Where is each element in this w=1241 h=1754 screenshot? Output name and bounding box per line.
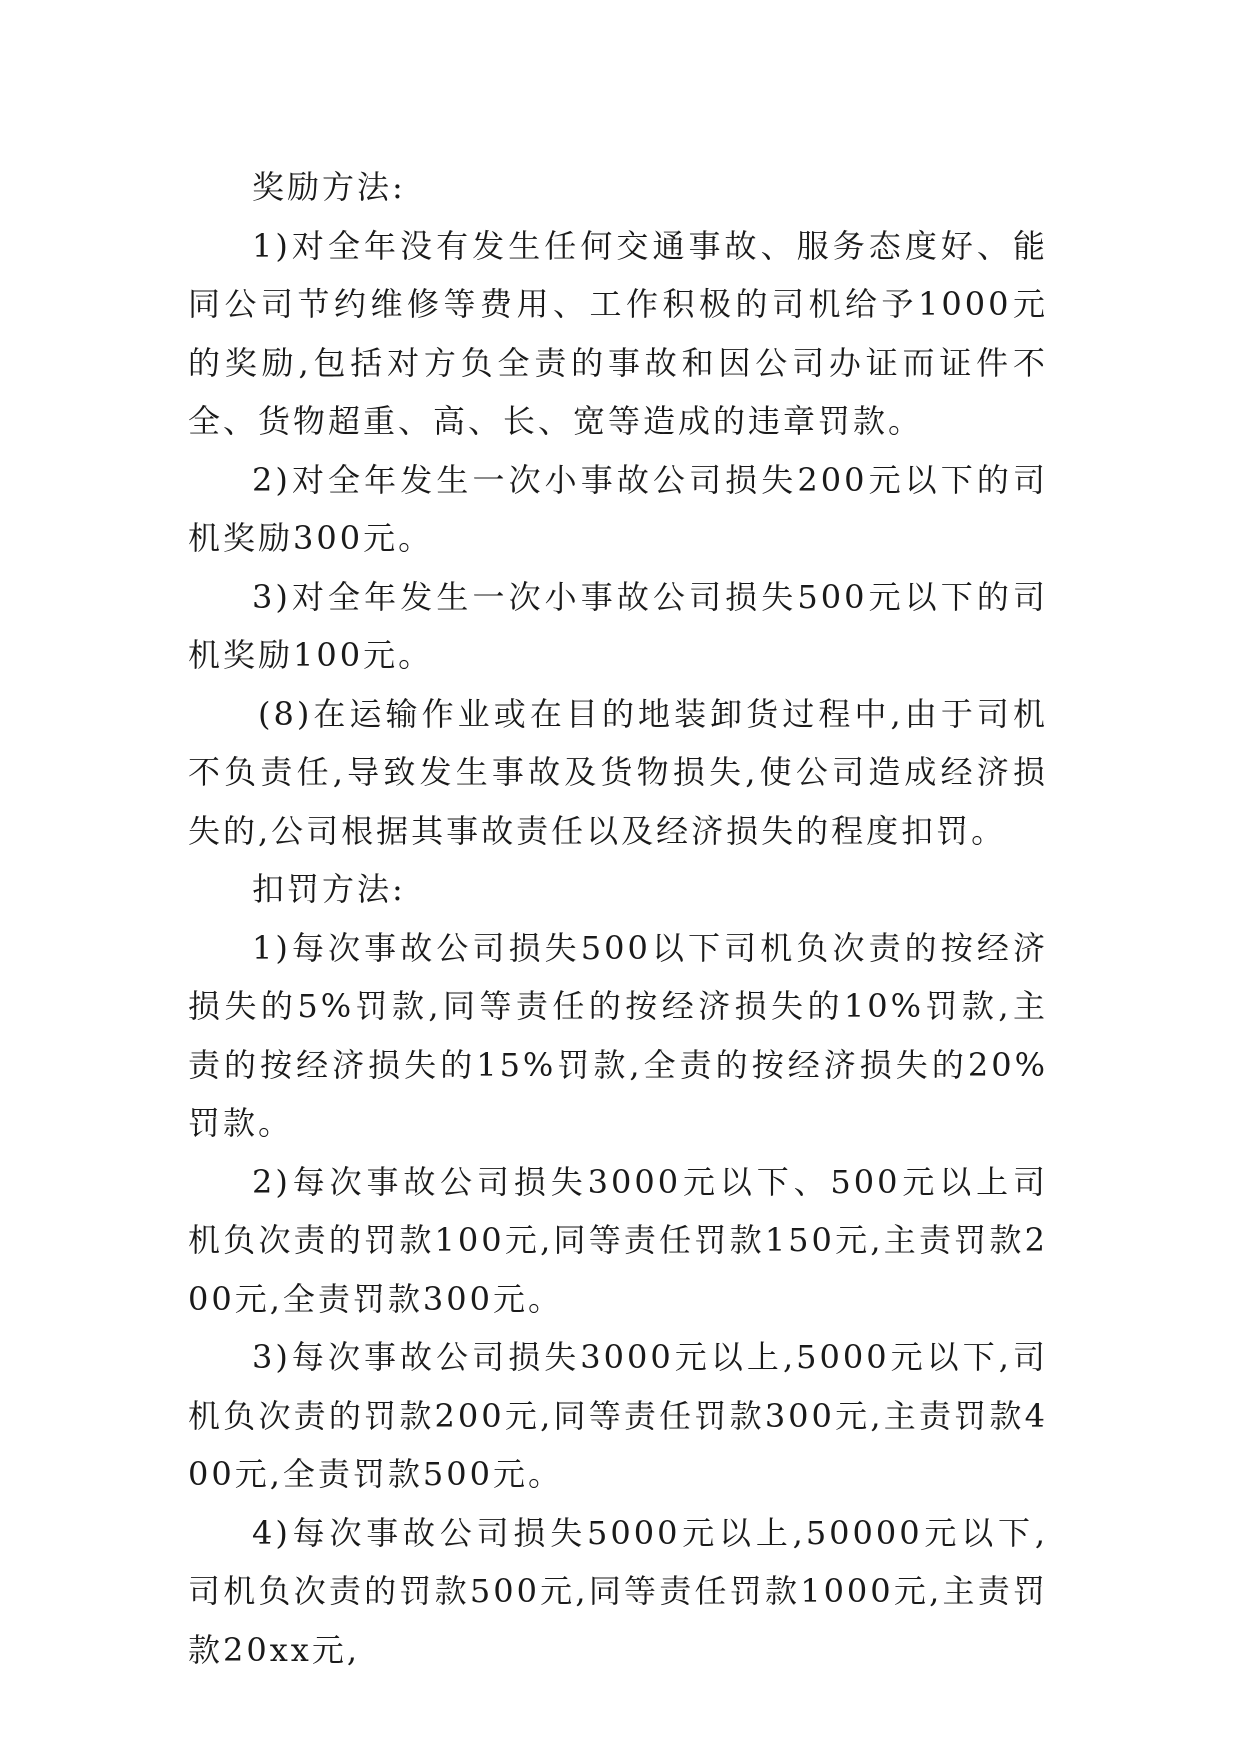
penalty-item-3: 3)每次事故公司损失3000元以上,5000元以下,司机负次责的罚款200元,同等责任罚款300元,主责罚款400元,全责罚款500元。 <box>188 1338 1048 1493</box>
penalty-method-heading: 扣罚方法: <box>252 870 406 908</box>
reward-item-2: 2)对全年发生一次小事故公司损失200元以下的司机奖励300元。 <box>188 460 1048 557</box>
reward-item-3: 3)对全年发生一次小事故公司损失500元以下的司机奖励100元。 <box>188 577 1048 674</box>
penalty-item-4: 4)每次事故公司损失5000元以上,50000元以下,司机负次责的罚款500元,同等责任罚款1000元,主责罚款20xx元, <box>188 1513 1048 1669</box>
clause-8-paragraph: (8)在运输作业或在目的地装卸货过程中,由于司机不负责任,导致发生事故及货物损失,使公司造成经济损失的,公司根据其事故责任以及经济损失的程度扣罚。 <box>188 694 1048 850</box>
penalty-item-2: 2)每次事故公司损失3000元以下、500元以上司机负次责的罚款100元,同等责任罚款150元,主责罚款200元,全责罚款300元。 <box>188 1162 1048 1318</box>
penalty-item-1: 1)每次事故公司损失500以下司机负次责的按经济损失的5%罚款,同等责任的按经济损失的10%罚款,主责的按经济损失的15%罚款,全责的按经济损失的20%罚款。 <box>188 928 1048 1142</box>
document-body <box>188 158 1048 1679</box>
reward-item-1: 1)对全年没有发生任何交通事故、服务态度好、能同公司节约维修等费用、工作积极的司机给予1000元的奖励,包括对方负全责的事故和因公司办证而证件不全、货物超重、高、长、宽等造成的违章罚款。 <box>188 226 1048 440</box>
reward-method-heading: 奖励方法: <box>252 168 406 206</box>
